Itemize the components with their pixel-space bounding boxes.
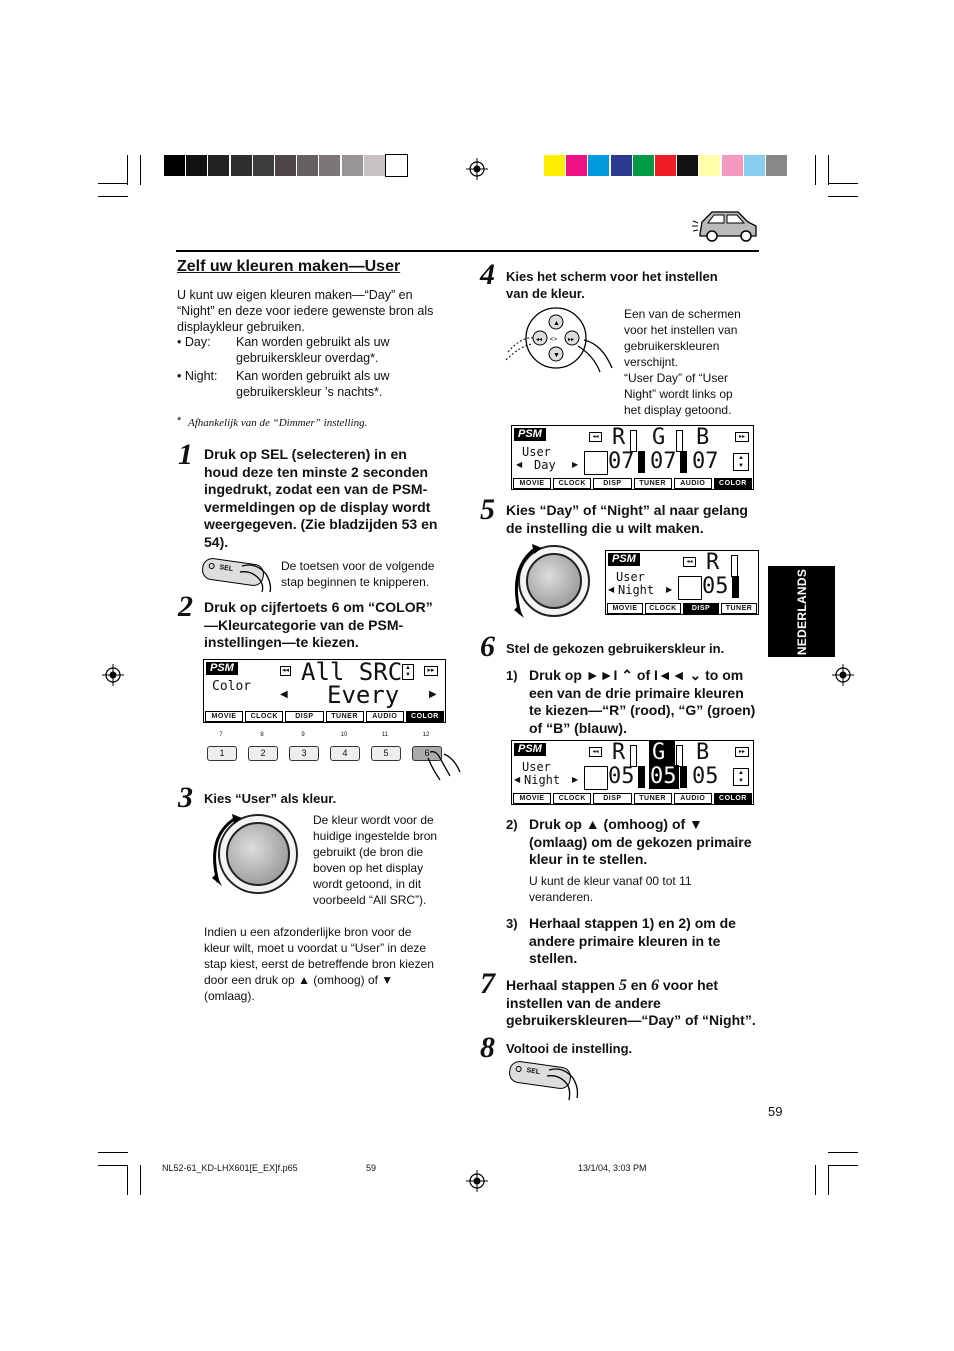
registration-mark-icon xyxy=(466,158,488,180)
finger-icon xyxy=(545,1066,581,1102)
color-swatch xyxy=(566,155,587,176)
tab-movie: MOVIE xyxy=(513,793,551,804)
color-swatch xyxy=(544,155,565,176)
left-arrow-icon: ◀ xyxy=(608,585,615,594)
tab-disp: DISP xyxy=(285,711,323,722)
lcd-user-label: User xyxy=(522,760,551,774)
tab-disp: DISP xyxy=(683,603,719,614)
step3-title: Kies “User” als kleur. xyxy=(204,791,337,806)
color-swatch xyxy=(655,155,676,176)
value-b: 07 xyxy=(692,449,719,474)
lcd-display-color xyxy=(203,659,446,723)
svg-text:▸▸: ▸▸ xyxy=(568,337,575,343)
numkey-alt-label: 11 xyxy=(381,732,389,738)
up-down-icon: ▲ ▼ xyxy=(402,664,414,680)
color-swatch xyxy=(766,155,787,176)
lcd-line2: Every xyxy=(327,681,400,709)
lcd-left-label: Color xyxy=(212,679,252,694)
color-swatch xyxy=(186,155,207,176)
lcd-line1: All SRC xyxy=(301,659,403,686)
level-bar xyxy=(638,451,645,473)
color-swatch xyxy=(386,155,407,176)
tab-audio: AUDIO xyxy=(674,793,712,804)
value-r: 07 xyxy=(608,449,635,474)
tab-tuner: TUNER xyxy=(634,793,672,804)
step1-note: De toetsen voor de volgende stap beginnen te knipperen. xyxy=(281,559,435,589)
color-g-label: G xyxy=(652,740,666,765)
level-bar xyxy=(676,745,683,767)
svg-text:▲: ▲ xyxy=(553,320,560,327)
substep-number: 3) xyxy=(506,916,518,931)
step-number: 8 xyxy=(480,1031,495,1064)
footnote-mark: * xyxy=(177,415,182,427)
number-key-4[interactable]: 4 xyxy=(330,746,360,761)
section-title: Zelf uw kleuren maken—User xyxy=(177,258,401,275)
psm-logo: PSM xyxy=(514,743,546,756)
crop-mark xyxy=(828,1165,829,1195)
rotate-arrows-icon xyxy=(202,812,242,888)
color-swatch xyxy=(231,155,252,176)
night-label: • Night: xyxy=(177,369,218,383)
lcd-mode-label: Night xyxy=(618,583,655,597)
value-b: 05 xyxy=(692,764,719,789)
lcd-mode-label: Night xyxy=(524,773,561,787)
tab-tuner: TUNER xyxy=(634,478,672,489)
tab-movie: MOVIE xyxy=(607,603,643,614)
next-icon: ▸▸ xyxy=(735,432,749,442)
lcd-mode-label: Day xyxy=(534,458,556,472)
registration-mark-icon xyxy=(102,664,124,686)
step5-text: Kies “Day” of “Night” al naar gelang de instelling die u wilt maken. xyxy=(506,502,748,536)
left-arrow-icon: ◀ xyxy=(280,689,288,700)
crop-mark xyxy=(828,196,858,197)
step3-note: De kleur wordt voor de huidige ingestelde bron gebruikt (de bron die boven op het display wordt getoond, in dit voorbeeld “All SRC”). xyxy=(313,813,438,907)
crop-mark xyxy=(98,1152,128,1153)
numkey-alt-label: 9 xyxy=(301,732,305,738)
step-number: 4 xyxy=(480,258,495,291)
tab-clock: CLOCK xyxy=(245,711,283,722)
footer-page: 59 xyxy=(366,1163,377,1173)
crop-mark xyxy=(127,1165,128,1195)
color-g-label: G xyxy=(652,425,666,450)
footer-date: 13/1/04, 3:03 PM xyxy=(578,1163,647,1173)
svg-text:▼: ▼ xyxy=(553,352,560,359)
lcd-tabs xyxy=(606,603,758,614)
prev-icon: ◂◂ xyxy=(589,432,602,442)
step7-text: Herhaal stappen 5 en 6 voor het instellen van de andere gebruikerskleuren—“Day” of “Night”. xyxy=(506,977,756,1028)
step1-text: Druk op SEL (selecteren) in en houd deze ten minste 2 seconden ingedrukt, zodat een van de PSM- vermeldingen op de display wordt weergegeven. (Zie bladzijden 53 en 54). xyxy=(204,446,438,550)
svg-text:<>: <> xyxy=(550,337,558,343)
substep-number: 1) xyxy=(506,668,518,683)
crop-mark xyxy=(98,183,128,184)
step6-substep3: Herhaal stappen 1) en 2) om de andere primaire kleuren in te stellen. xyxy=(529,915,736,966)
header-rule xyxy=(176,250,759,252)
level-bar xyxy=(680,766,687,788)
color-swatch xyxy=(744,155,765,176)
level-bar xyxy=(680,451,687,473)
step3-paragraph: Indien u een afzonderlijke bron voor de kleur wilt, moet u voordat u “User” in deze stap kiest, eerst de betreffende bron kiezen door een druk op ▲ (omhoog) of ▼ (omlaag). xyxy=(204,925,434,1003)
numkey-alt-label: 7 xyxy=(219,732,223,738)
right-arrow-icon: ▶ xyxy=(429,689,437,700)
level-bar xyxy=(732,576,739,598)
tab-movie: MOVIE xyxy=(513,478,551,489)
crop-mark xyxy=(815,1165,816,1195)
color-swatch xyxy=(722,155,743,176)
color-r-label: R xyxy=(612,425,626,450)
footer-file: NL52-61_KD-LHX601[E_EX]f.p65 xyxy=(162,1163,298,1173)
prev-icon: ◂◂ xyxy=(683,557,696,567)
car-icon xyxy=(690,204,760,246)
lcd-tabs xyxy=(512,478,753,489)
tab-clock: CLOCK xyxy=(553,793,591,804)
numkey-alt-label: 12 xyxy=(422,732,430,738)
tab-clock: CLOCK xyxy=(645,603,681,614)
color-r-label: R xyxy=(612,740,626,765)
lcd-user-label: User xyxy=(616,570,645,584)
left-arrow-icon: ◀ xyxy=(516,460,523,469)
tab-audio: AUDIO xyxy=(366,711,404,722)
color-swatch xyxy=(633,155,654,176)
step4-text: Kies het scherm voor het instellen van de kleur. xyxy=(506,269,718,301)
color-swatch xyxy=(297,155,318,176)
color-swatch xyxy=(342,155,363,176)
up-down-icon: ▲ ▼ xyxy=(733,768,749,786)
value-g: 07 xyxy=(650,449,677,474)
crop-mark xyxy=(828,1152,858,1153)
prev-icon: ◂◂ xyxy=(281,667,290,674)
step6-substep2: Druk op ▲ (omhoog) of ▼ (omlaag) om de gekozen primaire kleur in te stellen. xyxy=(529,816,752,867)
day-label: • Day: xyxy=(177,335,211,349)
step-number: 1 xyxy=(178,438,193,471)
intro-text: U kunt uw eigen kleuren maken—“Day” en “Night” en deze voor iedere gewenste bron als displaykleur gebruiken. xyxy=(177,288,434,334)
sel-label: SEL xyxy=(525,1067,541,1076)
right-arrow-icon: ▶ xyxy=(572,775,579,784)
tab-audio: AUDIO xyxy=(674,478,712,489)
number-key-5[interactable]: 5 xyxy=(371,746,401,761)
value-g: 05 xyxy=(650,764,677,789)
night-text: Kan worden gebruikt als uw gebruikerskleur ’s nachts*. xyxy=(236,369,390,399)
crop-mark xyxy=(98,1165,128,1166)
color-swatch xyxy=(611,155,632,176)
finger-icon xyxy=(424,748,464,784)
indicator-icon xyxy=(208,563,215,570)
lcd-display-user-day xyxy=(511,425,754,490)
color-swatch xyxy=(253,155,274,176)
next-icon: ▸▸ xyxy=(735,747,749,757)
level-bar xyxy=(731,555,738,577)
svg-text:◂◂: ◂◂ xyxy=(536,337,543,343)
color-swatch xyxy=(364,155,385,176)
lcd-display-user-night xyxy=(511,740,754,805)
up-down-icon: ▲ ▼ xyxy=(733,453,749,471)
value-r: 05 xyxy=(702,574,729,599)
step6-substep1: Druk op ►►I ⌃ of I◄◄ ⌄ to om een van de drie primaire kleuren te kiezen—“R” (rood), “G” (groen) of “B” (blauw). xyxy=(529,667,756,736)
tab-color: COLOR xyxy=(714,793,752,804)
color-swatch xyxy=(677,155,698,176)
dpad-hand-icon xyxy=(504,306,614,376)
crop-mark xyxy=(828,183,858,184)
step-number: 6 xyxy=(480,630,495,663)
color-swatch xyxy=(164,155,185,176)
tab-movie: MOVIE xyxy=(205,711,243,722)
day-text: Kan worden gebruikt als uw gebruikerskleur overdag*. xyxy=(236,335,390,365)
number-key-1[interactable]: 1 xyxy=(207,746,237,761)
step-number: 7 xyxy=(480,967,495,1000)
level-bar xyxy=(676,430,683,452)
side-tab-label: NEDERLANDS xyxy=(794,568,809,655)
crop-mark xyxy=(140,155,141,185)
lcd-tabs xyxy=(204,711,445,722)
tab-clock: CLOCK xyxy=(553,478,591,489)
step4-note: Een van de schermen voor het instellen van gebruikerskleuren verschijnt. “User Day” of “User Night” wordt links op het display getoond. xyxy=(624,307,741,417)
right-arrow-icon: ▶ xyxy=(666,585,673,594)
level-bar xyxy=(638,766,645,788)
psm-logo: PSM xyxy=(206,662,238,675)
color-swatch xyxy=(588,155,609,176)
step8-title: Voltooi de instelling. xyxy=(506,1041,633,1056)
step-number: 3 xyxy=(178,781,193,814)
color-r-label: R xyxy=(706,550,720,575)
prev-icon: ◂◂ xyxy=(589,747,602,757)
value-box xyxy=(678,576,702,600)
number-key-2[interactable]: 2 xyxy=(248,746,278,761)
next-icon: ▸▸ xyxy=(424,666,438,676)
step6-substep2-note: U kunt de kleur vanaf 00 tot 11 veranderen. xyxy=(529,874,692,904)
tab-tuner: TUNER xyxy=(326,711,364,722)
color-swatch xyxy=(319,155,340,176)
tab-disp: DISP xyxy=(593,793,631,804)
right-arrow-icon: ▶ xyxy=(572,460,579,469)
psm-logo: PSM xyxy=(608,553,640,566)
page-number: 59 xyxy=(768,1104,783,1119)
crop-mark xyxy=(98,196,128,197)
number-key-3[interactable]: 3 xyxy=(289,746,319,761)
step2-text: Druk op cijfertoets 6 om “COLOR” —Kleurcategorie van de PSM- instellingen—te kiezen. xyxy=(204,599,433,650)
color-b-label: B xyxy=(696,425,710,450)
lcd-user-label: User xyxy=(522,445,551,459)
footnote: Afhankelijk van de “Dimmer” instelling. xyxy=(188,417,368,429)
value-box xyxy=(584,451,608,475)
numkey-alt-label: 8 xyxy=(260,732,264,738)
tab-color: COLOR xyxy=(714,478,752,489)
color-swatch xyxy=(699,155,720,176)
left-arrow-icon: ◀ xyxy=(514,775,521,784)
sel-label: SEL xyxy=(218,564,234,573)
indicator-icon xyxy=(515,1066,522,1073)
value-box xyxy=(584,766,608,790)
finger-icon xyxy=(238,562,274,594)
rotate-arrows-icon xyxy=(506,544,542,620)
crop-mark xyxy=(127,155,128,185)
color-swatch xyxy=(275,155,296,176)
tab-tuner: TUNER xyxy=(721,603,757,614)
crop-mark xyxy=(140,1165,141,1195)
psm-logo: PSM xyxy=(514,428,546,441)
tab-color: COLOR xyxy=(406,711,444,722)
color-swatch xyxy=(208,155,229,176)
crop-mark xyxy=(815,155,816,185)
step-number: 2 xyxy=(178,590,193,623)
lcd-display-user-night-partial xyxy=(605,550,759,615)
lcd-tabs xyxy=(512,793,753,804)
step-number: 5 xyxy=(480,493,495,526)
color-b-label: B xyxy=(696,740,710,765)
number-key-6[interactable]: 6 xyxy=(412,746,442,761)
substep-number: 2) xyxy=(506,817,518,832)
crop-mark xyxy=(828,155,829,185)
crop-mark xyxy=(828,1165,858,1166)
language-side-tab xyxy=(768,566,835,657)
registration-mark-icon xyxy=(466,1170,488,1192)
tab-disp: DISP xyxy=(593,478,631,489)
step6-title: Stel de gekozen gebruikerskleur in. xyxy=(506,641,725,656)
registration-mark-icon xyxy=(832,664,854,686)
value-r: 05 xyxy=(608,764,635,789)
numkey-alt-label: 10 xyxy=(340,732,348,738)
